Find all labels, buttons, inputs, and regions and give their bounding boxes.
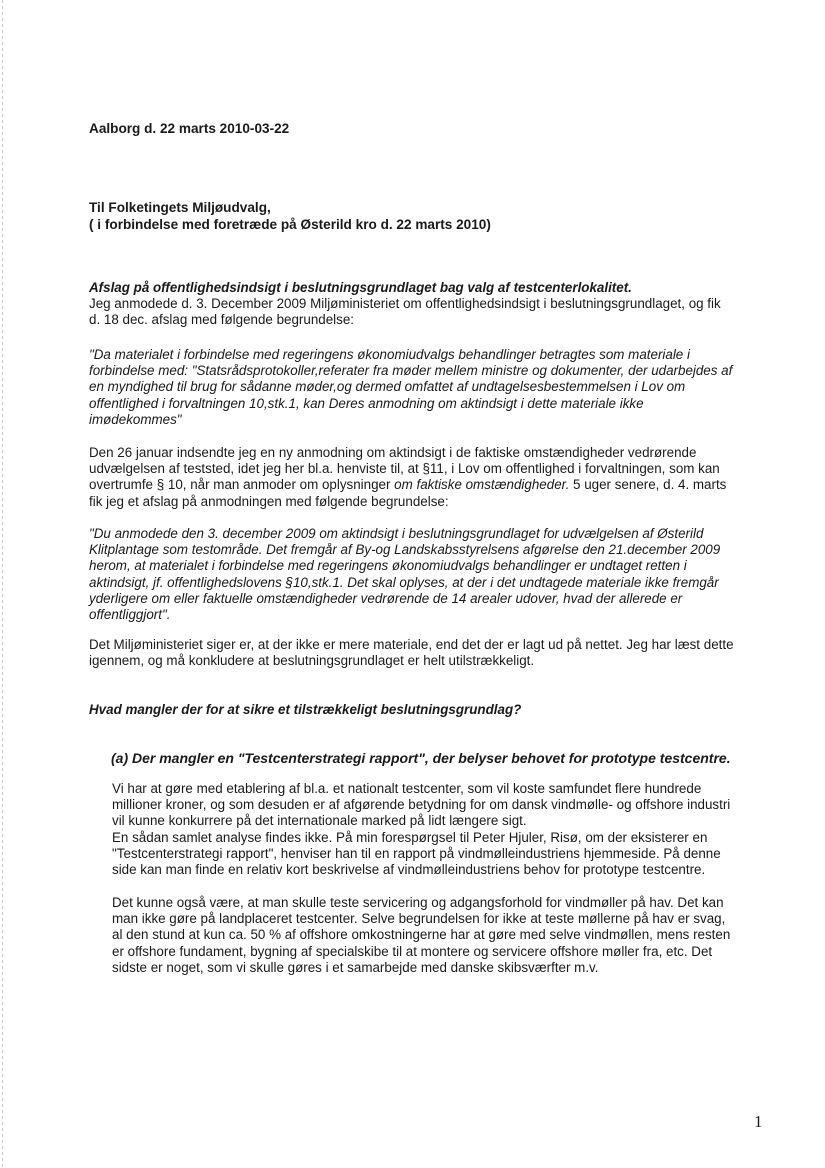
text-line: herom, at materialet i forbindelse med regeringens økonomiudvalgs behandlinger er undtaget retten i bbox=[89, 558, 687, 574]
text-line-mixed bbox=[89, 477, 726, 493]
text-line: sidste er noget, som vi skulle gøres i et samarbejde med danske skibsværfter m.v. bbox=[112, 959, 599, 975]
text-line: Det Miljøministeriet siger er, at der ikke er mere materiale, end det der er lagt ud på nettet. Jeg har læst dette bbox=[89, 637, 734, 652]
section1-heading: Afslag på offentlighedsindsigt i beslutningsgrundlaget bag valg af testcenterlokalitet. bbox=[89, 280, 632, 295]
text-line: "Da materialet i forbindelse med regeringens økonomiudvalgs behandlinger betragtes som materiale i bbox=[89, 347, 690, 362]
text-span: 5 uger senere, d. 4. marts bbox=[569, 477, 727, 493]
date-line: Aalborg d. 22 marts 2010-03-22 bbox=[89, 121, 290, 136]
section1-intro bbox=[89, 296, 721, 328]
text-line: Det kunne også være, at man skulle teste servicering og adgangsforhold for vindmøller på hav. Det kan bbox=[112, 895, 724, 910]
text-line: man ikke gøre på landplaceret testcenter. Selve begrundelsen for ikke at teste møllerne på hav er svag, bbox=[112, 911, 726, 927]
quote2 bbox=[89, 526, 720, 623]
text-line: offentliggjort". bbox=[89, 607, 171, 623]
text-line: Vi har at gøre med etablering af bl.a. et nationalt testcenter, som vil koste samfundet flere hundrede bbox=[112, 781, 702, 796]
page-number: 1 bbox=[754, 1112, 763, 1131]
text-line: d. 18 dec. afslag med følgende begrundelse: bbox=[89, 312, 355, 328]
subsection-a-heading: (a) Der mangler en "Testcenterstrategi rapport", der belyser behovet for prototype testcentre. bbox=[111, 750, 731, 766]
text-line: "Du anmodede den 3. december 2009 om aktindsigt i beslutningsgrundlaget for udvælgelsen af Østerild bbox=[89, 526, 704, 541]
text-line: al den stund at kun ca. 50 % af offshore omkostningerne har at gøre med selve vindmøllen, mens resten bbox=[112, 927, 731, 943]
text-line: Klitplantage som testområde. Det fremgår af By-og Landskabsstyrelsens afgørelse den 21.december 2009 bbox=[89, 542, 721, 558]
text-line: udvælgelsen af teststed, idet jeg her bl.a. henviste til, at §11, i Lov om offentlighed i forvaltningen, som kan bbox=[89, 461, 720, 477]
text-line: En sådan samlet analyse findes ikke. På min forespørgsel til Peter Hjuler, Risø, om der eksisterer en bbox=[112, 829, 708, 845]
section2-heading: Hvad mangler der for at sikre et tilstrækkeligt beslutningsgrundlag? bbox=[89, 702, 522, 717]
text-line: offentlighed i forvaltningen 10,stk.1, kan Deres anmodning om aktindsigt i dette materiale ikke bbox=[89, 395, 644, 411]
text-line: forbindelse med: "Statsrådsprotokoller,referater fra møder mellem ministre og dokumenter, der udarbejdes af bbox=[89, 363, 733, 379]
recipient-line: Til Folketingets Miljøudvalg, bbox=[89, 200, 271, 215]
text-line: side kan man finde en relativ kort beskrivelse af vindmølleindustriens behov for prototype testcentre. bbox=[112, 862, 706, 878]
text-span-italic: om faktiske omstændigheder. bbox=[394, 477, 570, 493]
text-line: fik jeg et afslag på anmodningen med følgende begrundelse: bbox=[89, 493, 449, 509]
text-span: overtrumfe § 10, når man anmoder om oplysninger bbox=[89, 477, 395, 493]
subsection-a-para2 bbox=[112, 895, 730, 976]
text-line: imødekommes" bbox=[89, 411, 182, 427]
text-line: aktindsigt, jf. offentlighedslovens §10,stk.1. Det skal oplyses, at der i det undtagede materiale ikke fremgår bbox=[89, 574, 719, 590]
text-line: Jeg anmodede d. 3. December 2009 Miljøministeriet om offentlighedsindsigt i beslutningsgrundlaget, og fik bbox=[89, 296, 721, 311]
section1-para2 bbox=[89, 445, 726, 510]
section1-para3 bbox=[89, 637, 734, 669]
text-line: vil kunne konkurrere på det internationale marked på lidt længere sigt. bbox=[112, 813, 527, 829]
subsection-a-para1 bbox=[112, 781, 730, 878]
text-line: yderligere om eller faktuelle omstændigheder vedrørende de 14 arealer udover, hvad der allerede er bbox=[89, 590, 683, 606]
quote1 bbox=[89, 347, 732, 428]
occasion-line: ( i forbindelse med foretræde på Østerild kro d. 22 marts 2010) bbox=[89, 217, 491, 232]
text-line: en myndighed til brug for sådanne møder,og dermed omfattet af undtagelsesbestemmelsen i Lov om bbox=[89, 379, 686, 395]
text-line: millioner kroner, og som desuden er af afgørende betydning for om dansk vindmølle- og offshore industri bbox=[112, 797, 731, 813]
text-line: Den 26 januar indsendte jeg en ny anmodning om aktindsigt i de faktiske omstændigheder vedrørende bbox=[89, 445, 697, 460]
text-line: igennem, og må konkludere at beslutningsgrundlaget er helt utilstrækkeligt. bbox=[89, 653, 535, 669]
text-line: er offshore fundament, bygning af specialskibe til at montere og servicere offshore møller fra, etc. Det bbox=[112, 943, 713, 959]
text-line: "Testcenterstrategi rapport", henviser han til en rapport på vindmølleindustriens hjemmeside. På denne bbox=[112, 845, 721, 861]
